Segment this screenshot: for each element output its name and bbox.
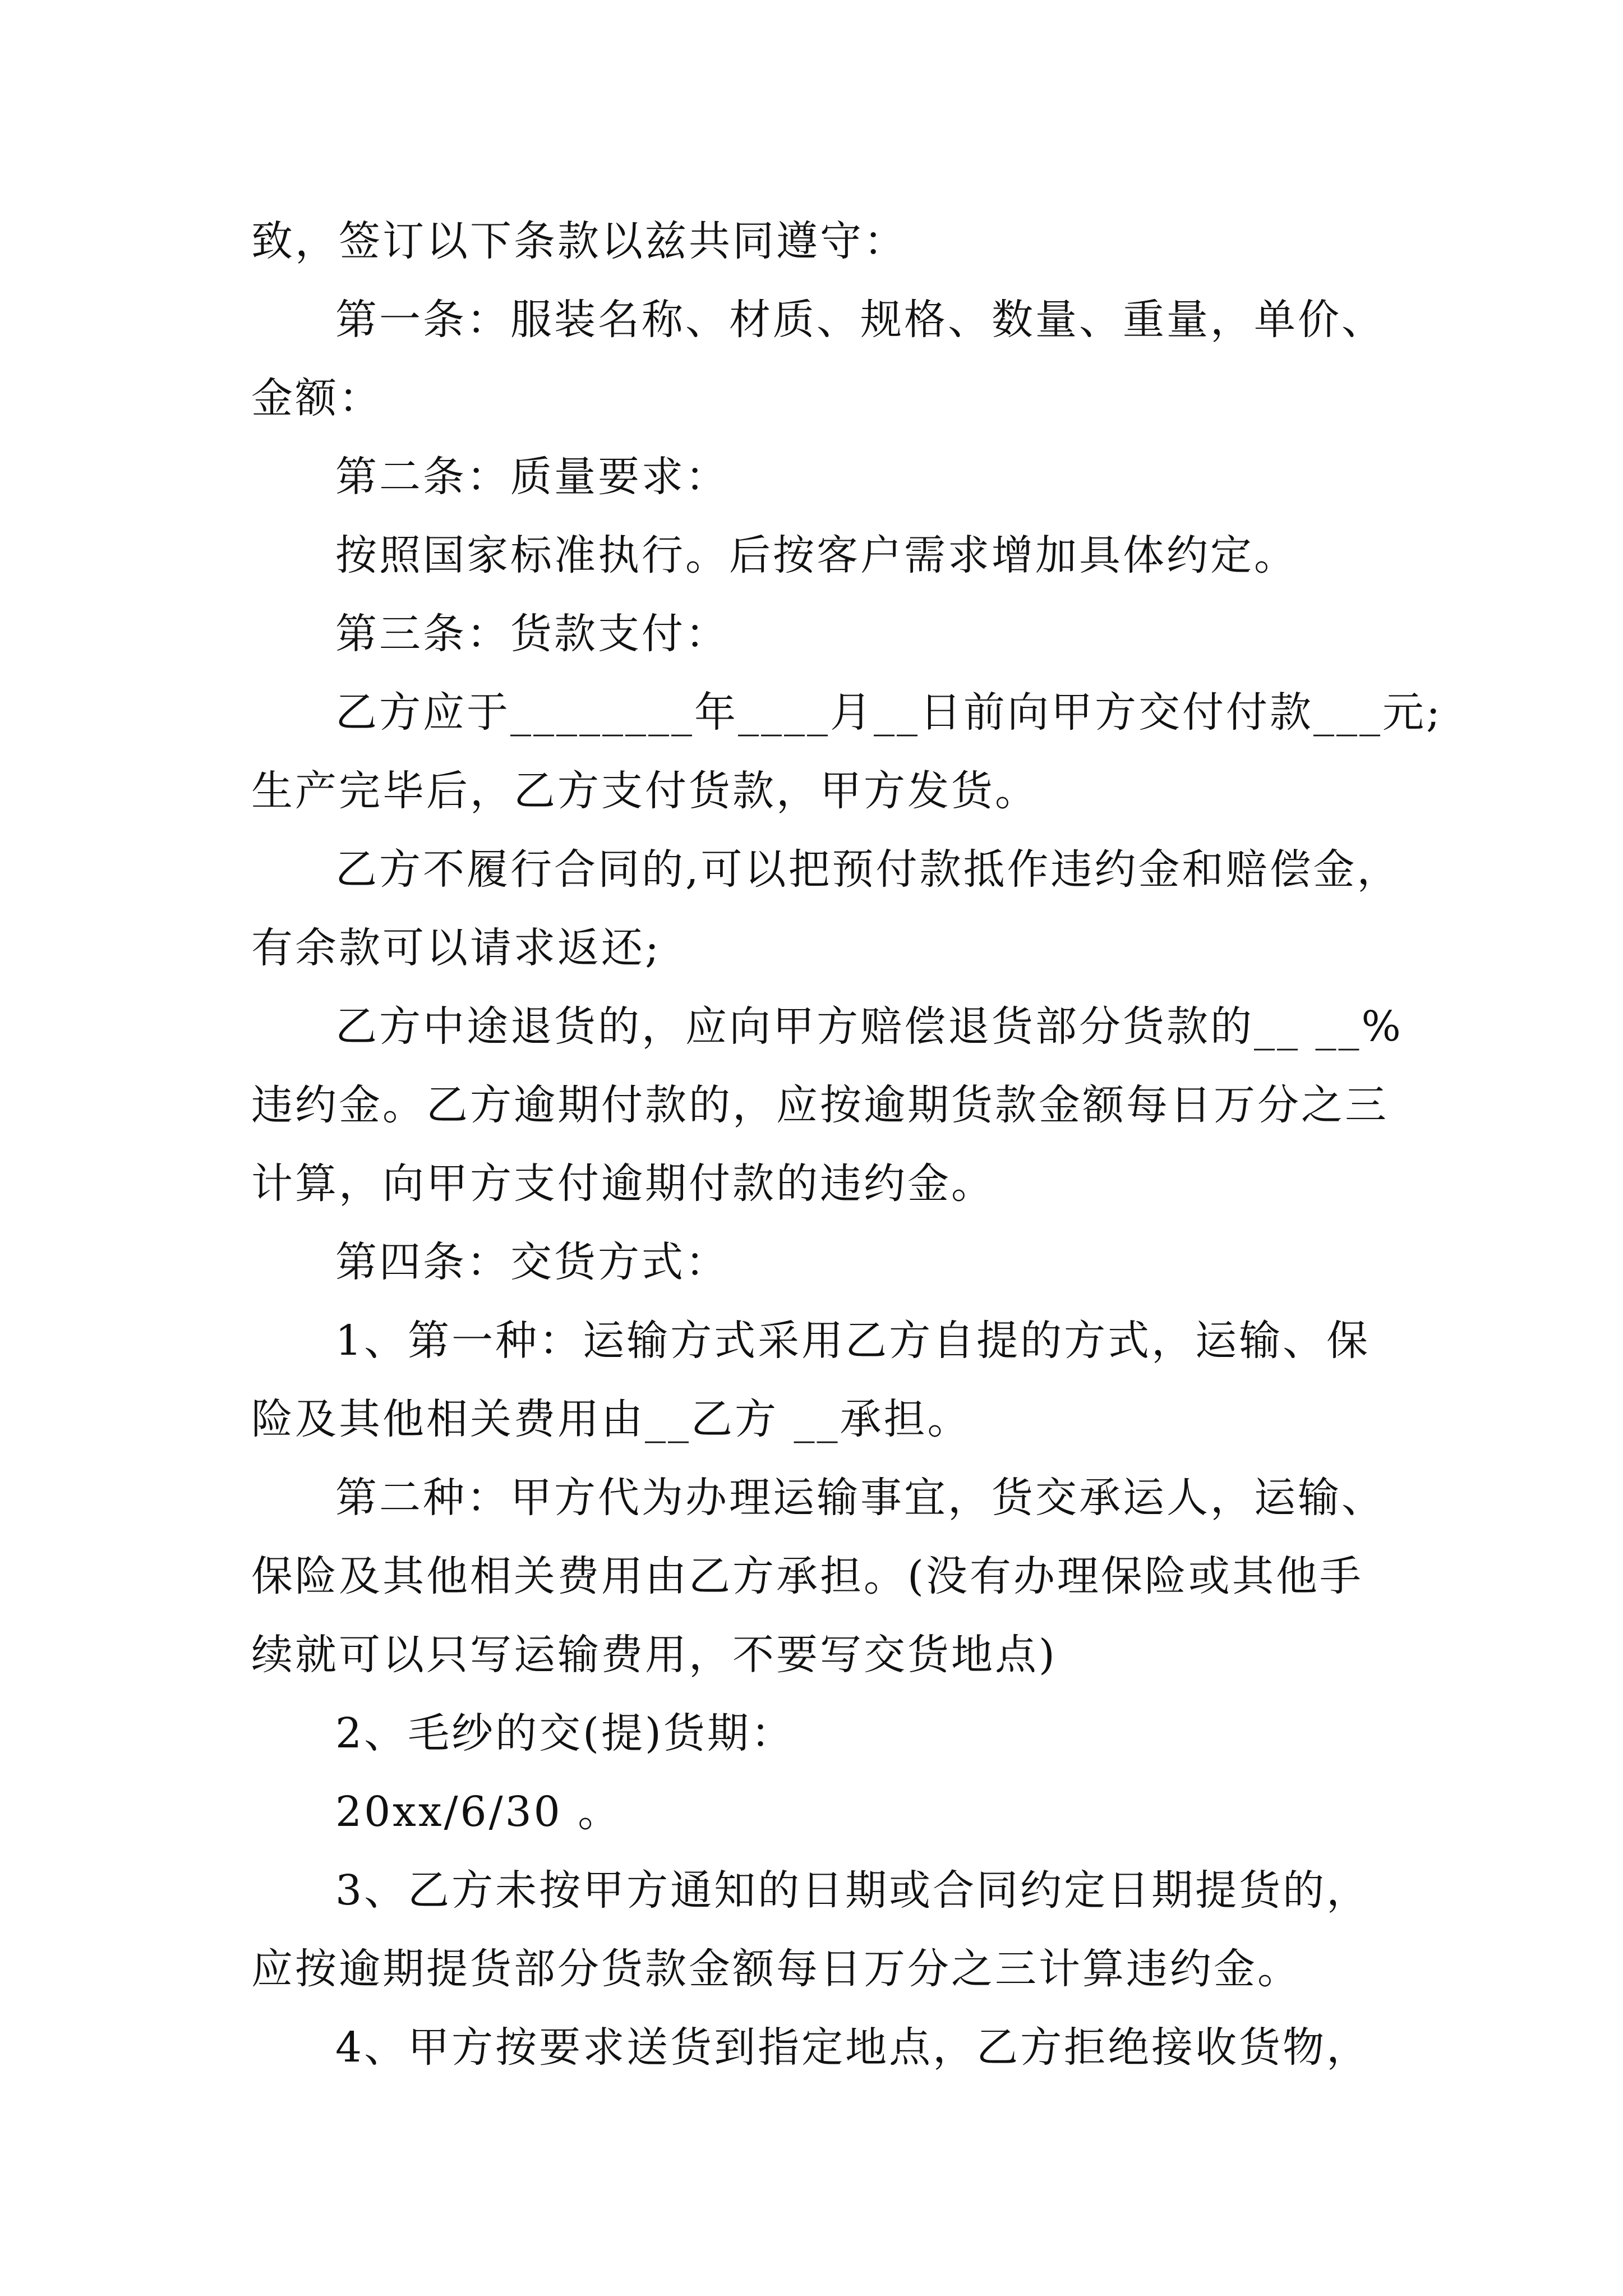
text-line: 乙方应于________年____月__日前向甲方交付付款___元; bbox=[335, 688, 1442, 737]
text-line: 金额： bbox=[251, 374, 382, 422]
text-line: 保险及其他相关费用由乙方承担。(没有办理保险或其他手 bbox=[251, 1552, 1363, 1600]
text-line: 有余款可以请求返还; bbox=[251, 924, 661, 972]
text-line: 第二条：质量要求： bbox=[335, 453, 729, 501]
text-line: 应按逾期提货部分货款金额每日万分之三计算违约金。 bbox=[251, 1945, 1301, 1993]
text-line: 第二种：甲方代为办理运输事宜，货交承运人，运输、 bbox=[335, 1474, 1385, 1522]
text-line: 违约金。乙方逾期付款的，应按逾期货款金额每日万分之三 bbox=[251, 1081, 1389, 1129]
text-line: 乙方中途退货的，应向甲方赔偿退货部分货款的__ __% bbox=[335, 1002, 1403, 1051]
text-line: 第三条：货款支付： bbox=[335, 610, 729, 658]
text-line: 生产完毕后，乙方支付货款，甲方发货。 bbox=[251, 767, 1039, 815]
text-line: 乙方不履行合同的,可以把预付款抵作违约金和赔偿金， bbox=[335, 845, 1401, 894]
text-line: 4、甲方按要求送货到指定地点，乙方拒绝接收货物， bbox=[335, 2023, 1371, 2072]
text-line: 20xx/6/30 。 bbox=[335, 1788, 622, 1836]
text-line: 3、乙方未按甲方通知的日期或合同约定日期提货的， bbox=[335, 1866, 1371, 1915]
text-line: 第四条：交货方式： bbox=[335, 1238, 729, 1286]
text-line: 按照国家标准执行。后按客户需求增加具体约定。 bbox=[335, 531, 1298, 579]
text-line: 第一条：服装名称、材质、规格、数量、重量，单价、 bbox=[335, 296, 1385, 344]
text-line: 2、毛纱的交(提)货期： bbox=[335, 1709, 795, 1757]
text-line: 致，签订以下条款以兹共同遵守： bbox=[251, 217, 907, 265]
text-line: 险及其他相关费用由__乙方 __承担。 bbox=[251, 1395, 971, 1443]
text-line: 1、第一种：运输方式采用乙方自提的方式，运输、保 bbox=[335, 1317, 1371, 1365]
text-line: 计算，向甲方支付逾期付款的违约金。 bbox=[251, 1159, 995, 1208]
text-line: 续就可以只写运输费用，不要写交货地点) bbox=[251, 1631, 1057, 1679]
